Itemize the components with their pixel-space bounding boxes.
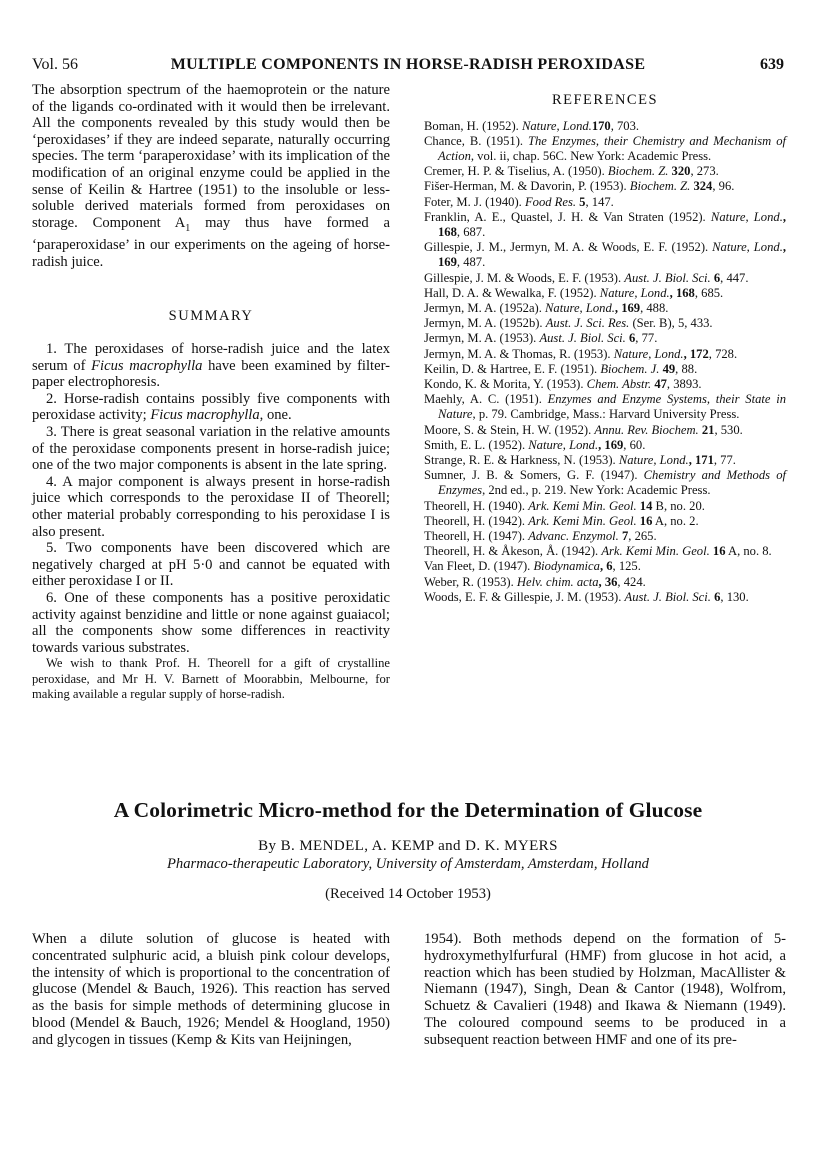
reference-entry: Sumner, J. B. & Somers, G. F. (1947). Chemistry and Methods of Enzymes, 2nd ed., p. 219. New York: Academic Press. (424, 468, 786, 498)
right-column (424, 92, 786, 605)
article-body-left (32, 931, 390, 1049)
reference-entry: Theorell, H. (1947). Advanc. Enzymol. 7, 265. (424, 529, 657, 544)
reference-entry: Hall, D. A. & Wewalka, F. (1952). Nature, Lond., 168, 685. (424, 285, 724, 300)
body-paragraph-left: When a dilute solution of glucose is heated with concentrated sulphuric acid, a bluish pink colour develops, the intensity of which is proportional to the concentration of glucose (Mendel & Bauch, 1926). This reaction has served as the basis for simple methods of determining glucose in blood (Mendel & Bauch, 1926; Mendel & Hoogland, 1950) and glycogen in tissues (Kemp & Kits van Heijningen, (32, 931, 390, 1048)
article-authors: By B. MENDEL, A. KEMP and D. K. MYERS (258, 838, 558, 854)
article-body-right (424, 931, 786, 1049)
summary-item: 4. A major component is always present in horse-radish juice which corresponds to the peroxidase II of Theorell; other material probably corresponding to his peroxidase I is also present. (32, 473, 390, 540)
reference-entry: Keilin, D. & Hartree, E. F. (1951). Biochem. J. 49, 88. (424, 361, 698, 376)
reference-entry: Franklin, A. E., Quastel, J. H. & Van Straten (1952). Nature, Lond., 168, 687. (424, 209, 786, 240)
reference-entry: Jermyn, M. A. (1952a). Nature, Lond., 169, 488. (424, 301, 669, 316)
summary-list (32, 341, 390, 656)
reference-entry: Weber, R. (1953). Helv. chim. acta, 36, 424. (424, 574, 646, 589)
reference-entry: Theorell, H. (1940). Ark. Kemi Min. Geol. 14 B, no. 20. (424, 498, 705, 513)
intro-paragraph: The absorption spectrum of the haemoprotein or the nature of the ligands co-ordinated with it would then be irrelevant. All the components revealed by this study would then be ‘peroxidases’ if they are indeed separate, naturally occurring species. The term ‘paraperoxidase’ with its implication of the modification of an original enzyme could be applied in the sense of Keilin & Hartree (1951) to the insoluble or less-soluble derived materials formed from peroxidases on storage. Component $A_1$ may thus have formed a ‘paraperoxidase’ in our experiments on the ageing of horse-radish juice. (32, 82, 390, 270)
summary-heading: SUMMARY (168, 308, 254, 325)
reference-entry: Jermyn, M. A. (1952b). Aust. J. Sci. Res. (Ser. B), 5, 433. (424, 316, 713, 331)
summary-item: 2. Horse-radish contains possibly five components with peroxidase activity; Ficus macrophylla, one. (32, 390, 390, 424)
summary-item: 6. One of these components has a positive peroxidatic activity against benzidine and little or none against guaiacol; all the components show some differences in reactivity towards various substrates. (32, 589, 390, 656)
summary-item: 1. The peroxidases of horse-radish juice and the latex serum of Ficus macrophylla have been examined by filter-paper electrophoresis. (32, 341, 391, 391)
reference-entry: Gillespie, J. M. & Woods, E. F. (1953). Aust. J. Biol. Sci. 6, 447. (424, 270, 749, 285)
reference-entry: Jermyn, M. A. (1953). Aust. J. Biol. Sci. 6, 77. (424, 331, 658, 346)
reference-entry: Kondo, K. & Morita, Y. (1953). Chem. Abstr. 47, 3893. (424, 377, 702, 392)
reference-entry: Foter, M. J. (1940). Food Res. 5, 147. (424, 194, 614, 209)
reference-entry: Chance, B. (1951). The Enzymes, their Chemistry and Mechanism of Action, vol. ii, chap. 56C. New York: Academic Press. (424, 133, 786, 163)
reference-entry: Boman, H. (1952). Nature, Lond.170, 703. (424, 118, 640, 133)
left-column (32, 82, 390, 703)
article-affiliation: Pharmaco-therapeutic Laboratory, University of Amsterdam, Amsterdam, Holland (167, 856, 649, 872)
article-title: A Colorimetric Micro-method for the Determination of Glucose (113, 798, 703, 822)
references-heading: REFERENCES (551, 92, 659, 108)
running-title: MULTIPLE COMPONENTS IN HORSE-RADISH PEROXIDASE (170, 56, 646, 73)
running-header (32, 56, 784, 78)
references-list (424, 119, 786, 606)
reference-entry: Maehly, A. C. (1951). Enzymes and Enzyme Systems, their State in Nature, p. 79. Cambridge, Mass.: Harvard University Press. (424, 392, 786, 422)
reference-entry: Van Fleet, D. (1947). Biodynamica, 6, 125. (424, 559, 641, 574)
reference-entry: Cremer, H. P. & Tiselius, A. (1950). Biochem. Z. 320, 273. (424, 164, 719, 179)
reference-entry: Gillespie, J. M., Jermyn, M. A. & Woods, E. F. (1952). Nature, Lond., 169, 487. (424, 240, 786, 270)
reference-entry: Woods, E. F. & Gillespie, J. M. (1953). Aust. J. Biol. Sci. 6, 130. (424, 589, 749, 604)
reference-entry: Theorell, H. (1942). Ark. Kemi Min. Geol. 16 A, no. 2. (424, 513, 699, 528)
reference-entry: Jermyn, M. A. & Thomas, R. (1953). Nature, Lond., 172, 728. (424, 346, 738, 361)
summary-item: 3. There is great seasonal variation in the relative amounts of the peroxidase components present in horse-radish juice; one of the two major components is absent in the late spring. (32, 424, 390, 474)
reference-entry: Fišer-Herman, M. & Davorin, P. (1953). Biochem. Z. 324, 96. (424, 179, 735, 194)
volume-label: Vol. 56 (32, 56, 78, 73)
body-paragraph-right: 1954). Both methods depend on the formation of 5-hydroxymethylfurfural (HMF) from glucose in hot acid, a reaction which has been studied by Holzman, MacAllister & Niemann (1947), Singh, Dean & Cantor (1948), Wolfrom, Schuetz & Cavalieri (1948) and Ikawa & Niemann (1949). The coloured compound seems to be produced in a subsequent reaction between HMF and one of its pre- (424, 931, 786, 1048)
page-number: 639 (760, 56, 784, 73)
reference-entry: Theorell, H. & Åkeson, Å. (1942). Ark. Kemi Min. Geol. 16 A, no. 8. (424, 544, 772, 559)
reference-entry: Moore, S. & Stein, H. W. (1952). Annu. Rev. Biochem. 21, 530. (424, 422, 743, 437)
reference-entry: Smith, E. L. (1952). Nature, Lond., 169, 60. (424, 437, 646, 452)
received-date: (Received 14 October 1953) (325, 886, 491, 902)
reference-entry: Strange, R. E. & Harkness, N. (1953). Nature, Lond., 171, 77. (424, 453, 736, 468)
summary-item: 5. Two components have been discovered which are negatively charged at pH 5·0 and cannot be equated with either peroxidase I or II. (32, 540, 390, 590)
acknowledgement: We wish to thank Prof. H. Theorell for a gift of crystalline peroxidase, and Mr H. V. Barnett of Moorabbin, Melbourne, for making available a regular supply of horse-radish. (32, 656, 390, 702)
